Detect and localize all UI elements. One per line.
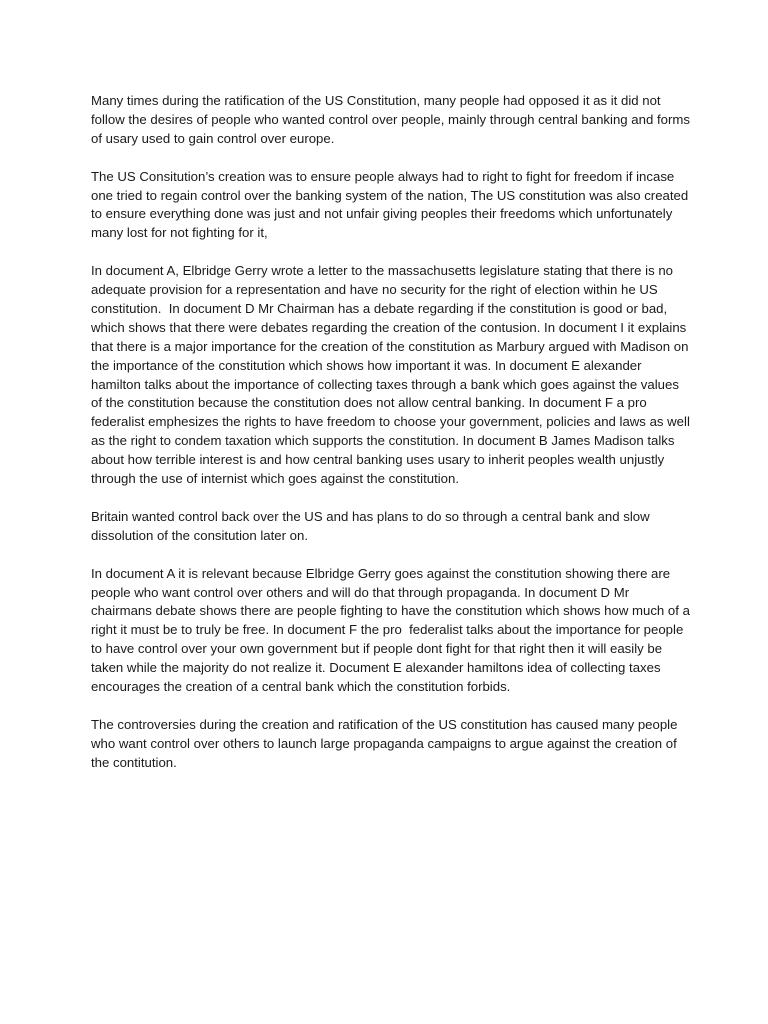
paragraph-conclusion: The controversies during the creation and ratification of the US constitution has caused many people who want control over others to launch large propaganda campaigns to argue against the creation of the contitution.: [91, 716, 682, 770]
paragraph-britain: Britain wanted control back over the US and has plans to do so through a central bank and slow dissolution of the consitution later on.: [91, 508, 654, 543]
document-body: [91, 92, 694, 791]
paragraph-intro: Many times during the ratification of the US Constitution, many people had opposed it as it did not follow the desires of people who wanted control over people, mainly through central banking and forms of usary used to gain control over europe.: [91, 93, 694, 146]
paragraph-constitution-purpose: The US Consitution’s creation was to ensure people always had to right to fight for freedom if incase one tried to regain control over the banking system of the nation, The US constitution was also created to ensure everything done was just and not unfair giving peoples their freedoms which unfortunately many lost for not fighting for it,: [91, 168, 692, 241]
paragraph-relevance: In document A it is relevant because Elbridge Gerry goes against the constitution showing there are people who want control over others and will do that through propaganda. In document D Mr chairmans debate shows there are people fighting to have the constitution which shows how much of a right it must be to truly be free. In document F the pro federalist talks about the importance for people to have control over your own government but if people dont fight for that right then it will easily be taken while the majority do not realize it. Document E alexander hamiltons idea of collecting taxes encourages the creation of a central bank which the constitution forbids.: [91, 565, 694, 695]
paragraph-documents-summary: In document A, Elbridge Gerry wrote a letter to the massachusetts legislature stating that there is no adequate provision for a representation and have no security for the right of election within he US constitution. In document D Mr Chairman has a debate regarding if the constitution is good or bad, which shows that there were debates regarding the creation of the contusion. In document I it explains that there is a major importance for the creation of the constitution as Marbury argued with Madison on the importance of the constitution which shows how important it was. In document E alexander hamilton talks about the importance of collecting taxes through a bank which goes against the values of the constitution because the constitution does not allow central banking. In document F a pro federalist emphesizes the rights to have freedom to choose your government, policies and laws as well as the right to condem taxation which supports the constitution. In document B James Madison talks about how terrible interest is and how central banking uses usary to inherit peoples wealth unjustly through the use of internist which goes against the constitution.: [91, 263, 694, 487]
